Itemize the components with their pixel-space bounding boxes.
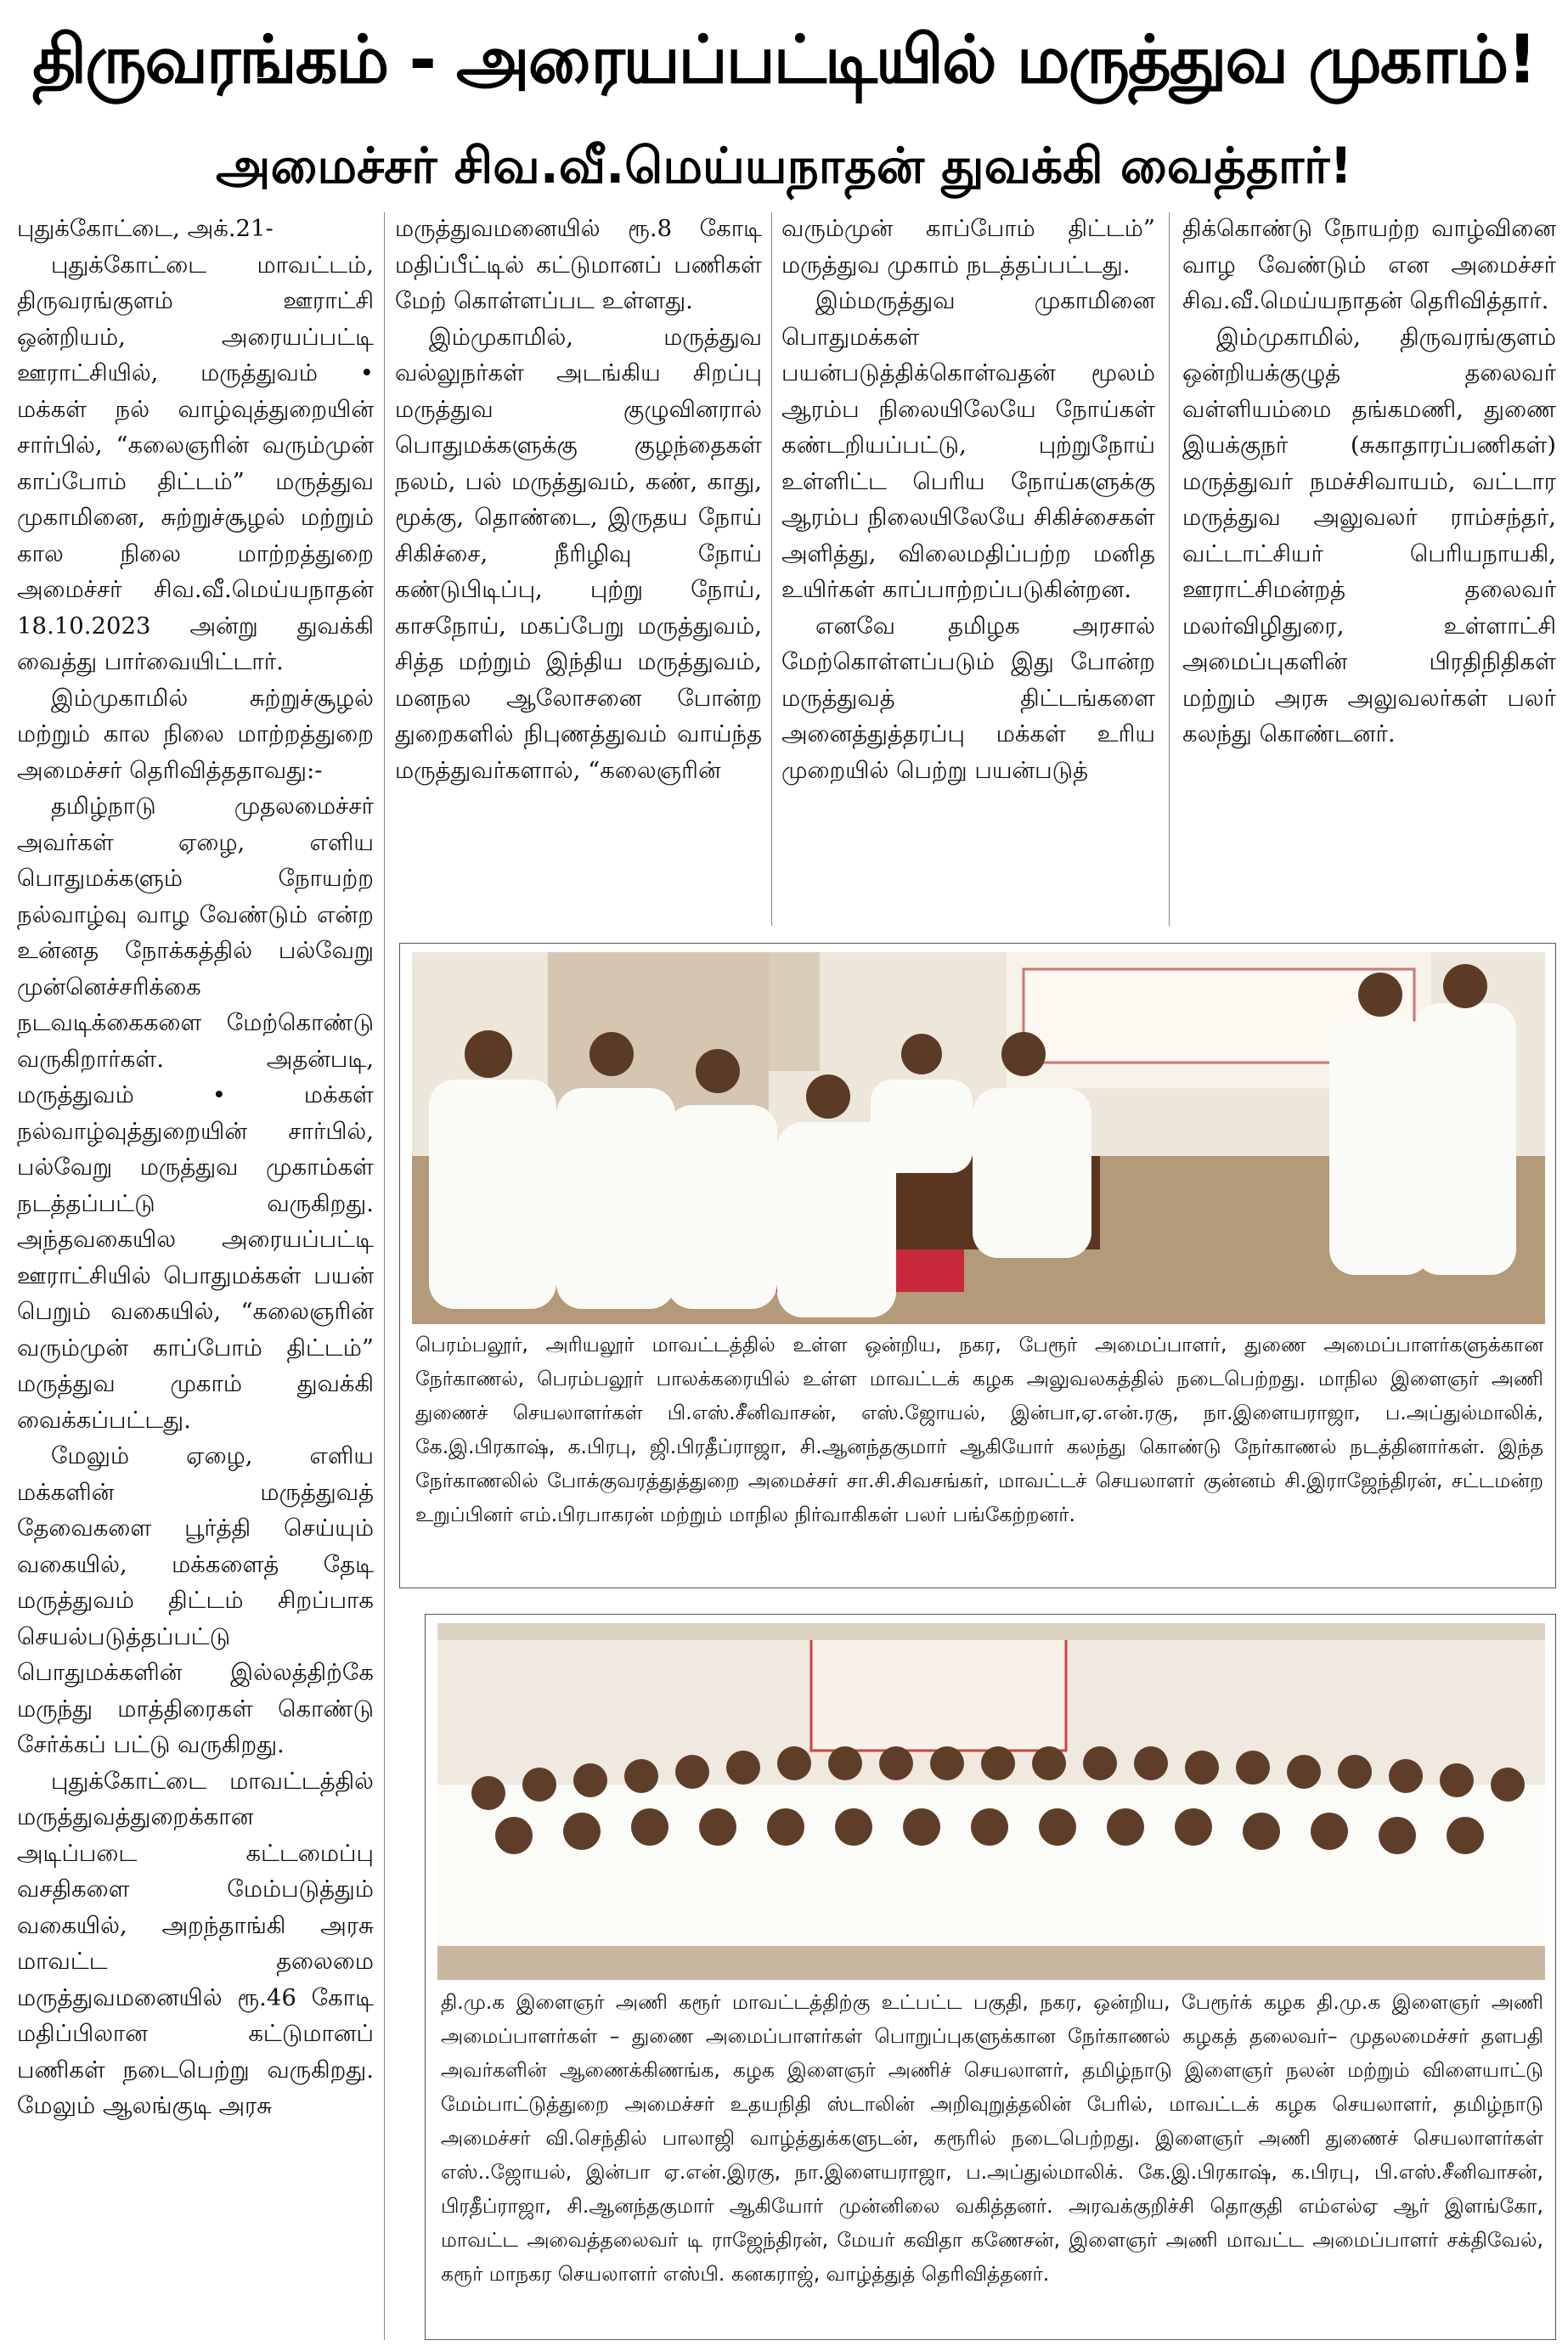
article-paragraph: எனவே தமிழக அரசால் மேற்கொள்ளப்படும் இது போன்ற மருத்துவத் திட்டங்களை அனைத்துத்தரப்பு மக்கள் உரிய முறையில் பெற்று பயன்படுத் bbox=[781, 612, 1155, 784]
column-rule bbox=[1169, 212, 1170, 926]
article-paragraph: புதுக்கோட்டை மாவட்டம், திருவரங்குளம் ஊராட்சி ஒன்றியம், அரையப்பட்டி ஊராட்சியில், மருத்துவம் • மக்கள் நல் வாழ்வுத்துறையின் சார்பில், “கலைஞரின் வரும்முன் காப்போம் திட்டம்” மருத்துவ முகாமினை, சுற்றுச்சூழல் மற்றும் கால நிலை மாற்றத்துறை அமைச்சர் சிவ.வீ.மெய்யநாதன் 18.10.2023 அன்று துவக்கி வைத்து பார்வையிட்டார். bbox=[17, 251, 374, 675]
photo-caption: தி.மு.க இளைஞர் அணி கரூர் மாவட்டத்திற்கு உட்பட்ட பகுதி, நகர, ஒன்றிய, பேரூர்க் கழக தி.மு.க இளைஞர் அணி அமைப்பாளர்கள் – துணை அமைப்பாளர்கள் பொறுப்புகளுக்கான நேர்காணல் கழகத் தலைவர்– முதலமைச்சர் தளபதி அவர்களின் ஆணைக்கிணங்க, கழக இளைஞர் அணிச் செயலாளர், தமிழ்நாடு இளைஞர் நலன் மற்றும் விளையாட்டு மேம்பாட்டுத்துறை அமைச்சர் உதயநிதி ஸ்டாலின் அறிவுறுத்தலின் பேரில், மாவட்டக் கழக செயலாளர், தமிழ்நாடு அமைச்சர் வி.செந்தில் பாலாஜி வாழ்த்துக்களுடன், கரூரில் நடைபெற்றது. இளைஞர் அணி துணைச் செயலாளர்கள் எஸ்..ஜோயல், இன்பா ஏ.என்.இரகு, நா.இளையராஜா, ப.அப்துல்மாலிக். கே.இ.பிரகாஷ், க.பிரபு, பி.எஸ்.சீனிவாசன், பிரதீப்ராஜா, சி.ஆனந்தகுமார் ஆகியோர் முன்னிலை வகித்தனர். அரவக்குறிச்சி தொகுதி எம்எல்ஏ ஆர் இளங்கோ, மாவட்ட அவைத்தலைவர் டி ராஜேந்திரன், மேயர் கவிதா கணேசன், இளைஞர் அணி மாவட்ட அமைப்பாளர் சக்திவேல், கரூர் மாநகர செயலாளர் எஸ்பி. கனகராஜ், வாழ்த்துத் தெரிவித்தனர். bbox=[441, 1990, 1543, 2286]
subheadline: அமைச்சர் சிவ.வீ.மெய்யநாதன் துவக்கி வைத்தார்! bbox=[216, 137, 1352, 195]
article-paragraph: இம்முகாமில், திருவரங்குளம் ஒன்றியக்குழுத் தலைவர் வள்ளியம்மை தங்கமணி, துணை இயக்குநர் (சுகாதாரப்பணிகள்) மருத்துவர் நமச்சிவாயம், வட்டார மருத்துவ அலுவலர் ராம்சந்தர், வட்டாட்சியர் பெரியநாயகி, ஊராட்சிமன்றத் தலைவர் மலர்விழிதுரை, உள்ளாட்சி அமைப்புகளின் பிரதிநிதிகள் மற்றும் அரசு அலுவலர்கள் பலர் கலந்து கொண்டனர். bbox=[1182, 323, 1556, 747]
dateline: புதுக்கோட்டை, அக்.21- bbox=[17, 215, 274, 242]
article-paragraph: இம்முகாமில், மருத்துவ வல்லுநர்கள் அடங்கிய சிறப்பு மருத்துவ குழுவினரால் பொதுமக்களுக்கு குழந்தைகள் நலம், பல் மருத்துவம், கண், காது, மூக்கு, தொண்டை, இருதய நோய் சிகிச்சை, நீரிழிவு நோய் கண்டுபிடிப்பு, புற்று நோய், காசநோய், மகப்பேறு மருத்துவம், சித்த மற்றும் இந்திய மருத்துவம், மனநல ஆலோசனை போன்ற துறைகளில் நிபுணத்துவம் வாய்ந்த மருத்துவர்களால், “கலைஞரின் bbox=[395, 323, 762, 784]
photo-box-group bbox=[425, 1614, 1556, 2340]
article-paragraph: திக்கொண்டு நோயற்ற வாழ்வினை வாழ வேண்டும் என அமைச்சர் சிவ.வீ.மெய்யநாதன் தெரிவித்தார். bbox=[1182, 215, 1556, 314]
article-column-2 bbox=[395, 211, 762, 924]
article-paragraph: மருத்துவமனையில் ரூ.8 கோடி மதிப்பீட்டில் கட்டுமானப் பணிகள் மேற் கொள்ளப்பட உள்ளது. bbox=[395, 215, 762, 314]
article-column-1 bbox=[17, 211, 374, 2338]
photo-box-interview bbox=[399, 943, 1556, 1588]
article-paragraph: புதுக்கோட்டை மாவட்டத்தில் மருத்துவத்துறைக்கான அடிப்படை கட்டமைப்பு வசதிகளை மேம்படுத்தும் வகையில், அறந்தாங்கி அரசு மாவட்ட தலைமை மருத்துவமனையில் ரூ.46 கோடி மதிப்பிலான கட்டுமானப் பணிகள் நடைபெற்று வருகிறது. மேலும் ஆலங்குடி அரசு bbox=[17, 1767, 374, 2119]
article-paragraph: தமிழ்நாடு முதலமைச்சர் அவர்கள் ஏழை, எளிய பொதுமக்களும் நோயற்ற நல்வாழ்வு வாழ வேண்டும் என்ற உன்னத நோக்கத்தில் பல்வேறு முன்னெச்சரிக்கை நடவடிக்கைகளை மேற்கொண்டு வருகிறார்கள். அதன்படி, மருத்துவம் • மக்கள் நல்வாழ்வுத்துறையின் சார்பில், பல்வேறு மருத்துவ முகாம்கள் நடத்தப்பட்டு வருகிறது. அந்தவகையில அரையப்பட்டி ஊராட்சியில் பொதுமக்கள் பயன் பெறும் வகையில், “கலைஞரின் வரும்முன் காப்போம் திட்டம்” மருத்துவ முகாம் துவக்கி வைக்கப்பட்டது. bbox=[17, 792, 374, 1434]
photo-interview-meeting bbox=[412, 952, 1545, 1324]
photo-interview-illustration bbox=[412, 952, 1545, 1324]
headline: திருவரங்கம் - அரையப்பட்டியில் மருத்துவ முகாம்! bbox=[32, 22, 1536, 99]
photo-group-gathering bbox=[437, 1623, 1545, 1980]
article-paragraph: மேலும் ஏழை, எளிய மக்களின் மருத்துவத் தேவைகளை பூர்த்தி செய்யும் வகையில், மக்களைத் தேடி மருத்துவம் திட்டம் சிறப்பாக செயல்படுத்தப்பட்டு பொதுமக்களின் இல்லத்திற்கே மருந்து மாத்திரைகள் கொண்டு சேர்க்கப் பட்டு வருகிறது. bbox=[17, 1442, 374, 1758]
article-paragraph: இம்மருத்துவ முகாமினை பொதுமக்கள் பயன்படுத்திக்கொள்வதன் மூலம் ஆரம்ப நிலையிலேயே நோய்கள் கண்டறியப்பட்டு, புற்றுநோய் உள்ளிட்ட பெரிய நோய்களுக்கு ஆரம்ப நிலையிலேயே சிகிச்சைகள் அளித்து, விலைமதிப்பற்ற மனித உயிர்கள் காப்பாற்றப்படுகின்றன. bbox=[781, 287, 1155, 603]
article-paragraph: இம்முகாமில் சுற்றுச்சூழல் மற்றும் கால நிலை மாற்றத்துறை அமைச்சர் தெரிவித்ததாவது:- bbox=[17, 684, 374, 784]
column-rule bbox=[384, 212, 385, 2340]
article-column-4 bbox=[1182, 211, 1556, 924]
article-column-3 bbox=[781, 211, 1155, 924]
article-paragraph: வரும்முன் காப்போம் திட்டம்” மருத்துவ முகாம் நடத்தப்பட்டது. bbox=[781, 215, 1155, 279]
column-rule bbox=[771, 212, 772, 926]
photo-caption: பெரம்பலூர், அரியலூர் மாவட்டத்தில் உள்ள ஒன்றிய, நகர, பேரூர் அமைப்பாளர், துணை அமைப்பாளர்களுக்கான நேர்காணல், பெரம்பலூர் பாலக்கரையில் உள்ள மாவட்டக் கழக அலுவலகத்தில் நடைபெற்றது. மாநில இளைஞர் அணி துணைச் செயலாளர்கள் பி.எஸ்.சீனிவாசன், எஸ்.ஜோயல், இன்பா,ஏ.என்.ரகு, நா.இளையராஜா, ப.அப்துல்மாலிக், கே.இ.பிரகாஷ், க.பிரபு, ஜி.பிரதீப்ராஜா, சி.ஆனந்தகுமார் ஆகியோர் கலந்து கொண்டு நேர்காணல் நடத்தினார்கள். இந்த நேர்காணலில் போக்குவரத்துத்துறை அமைச்சர் சா.சி.சிவசங்கர், மாவட்டச் செயலாளர் குன்னம் சி.இராஜேந்திரன், சட்டமன்ற உறுப்பினர் எம்.பிரபாகரன் மற்றும் மாநில நிர்வாகிகள் பலர் பங்கேற்றனர். bbox=[415, 1333, 1543, 1526]
photo-group-illustration bbox=[437, 1623, 1545, 1980]
